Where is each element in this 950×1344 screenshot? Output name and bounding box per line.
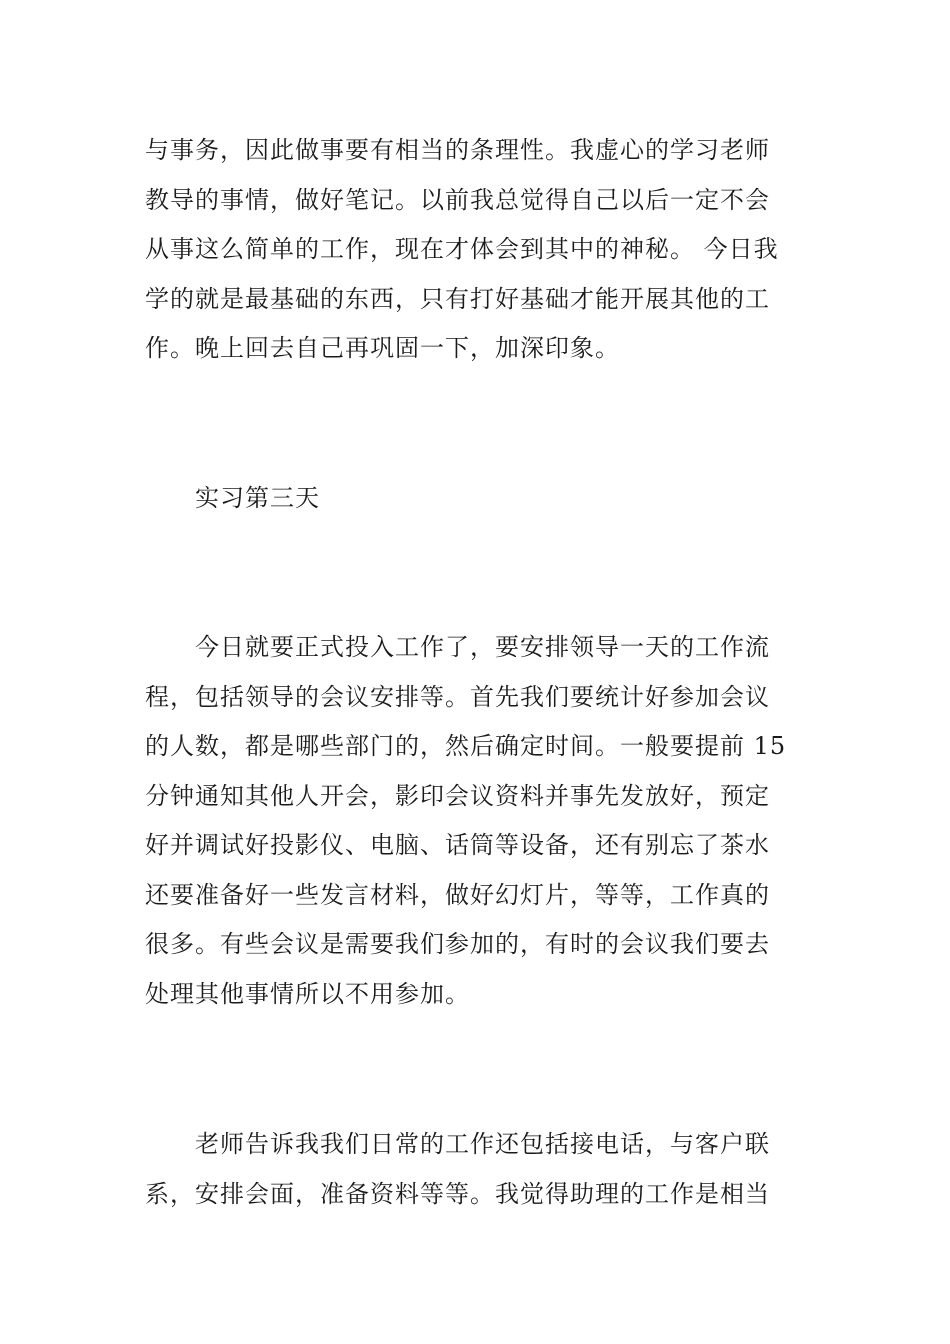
text-line: 好并调试好投影仪、电脑、话筒等设备，还有别忘了茶水	[145, 831, 770, 859]
text-line: 今日就要正式投入工作了，要安排领导一天的工作流	[195, 633, 770, 661]
text-line: 教导的事情，做好笔记。以前我总觉得自己以后一定不会	[145, 185, 770, 214]
text-line: 程，包括领导的会议安排等。首先我们要统计好参加会议	[145, 682, 770, 711]
text-line: 作。晚上回去自己再巩固一下，加深印象。	[145, 334, 620, 362]
text-line: 学的就是最基础的东西，只有打好基础才能开展其他的工	[145, 284, 770, 313]
text-line: 分钟通知其他人开会，影印会议资料并事先发放好，预定	[145, 781, 770, 810]
paragraph-daily-work	[145, 1120, 807, 1219]
text-line: 处理其他事情所以不用参加。	[145, 979, 470, 1008]
text-line: 很多。有些会议是需要我们参加的，有时的会议我们要去	[145, 930, 770, 958]
paragraph-meeting-arrangement	[145, 623, 807, 1019]
text-line: 与事务，因此做事要有相当的条理性。我虚心的学习老师	[145, 136, 770, 164]
text-line: 从事这么简单的工作，现在才体会到其中的神秘。 今日我	[145, 235, 779, 263]
text-line: 系，安排会面，准备资料等等。我觉得助理的工作是相当	[145, 1179, 770, 1208]
heading-text: 实习第三天	[195, 484, 320, 512]
text-line: 的人数，都是哪些部门的，然后确定时间。一般要提前 15	[145, 732, 787, 760]
text-line: 还要准备好一些发言材料，做好幻灯片，等等，工作真的	[145, 880, 770, 909]
text-line: 老师告诉我我们日常的工作还包括接电话，与客户联	[195, 1130, 770, 1158]
paragraph-continuation	[145, 126, 807, 374]
section-heading	[145, 474, 807, 524]
